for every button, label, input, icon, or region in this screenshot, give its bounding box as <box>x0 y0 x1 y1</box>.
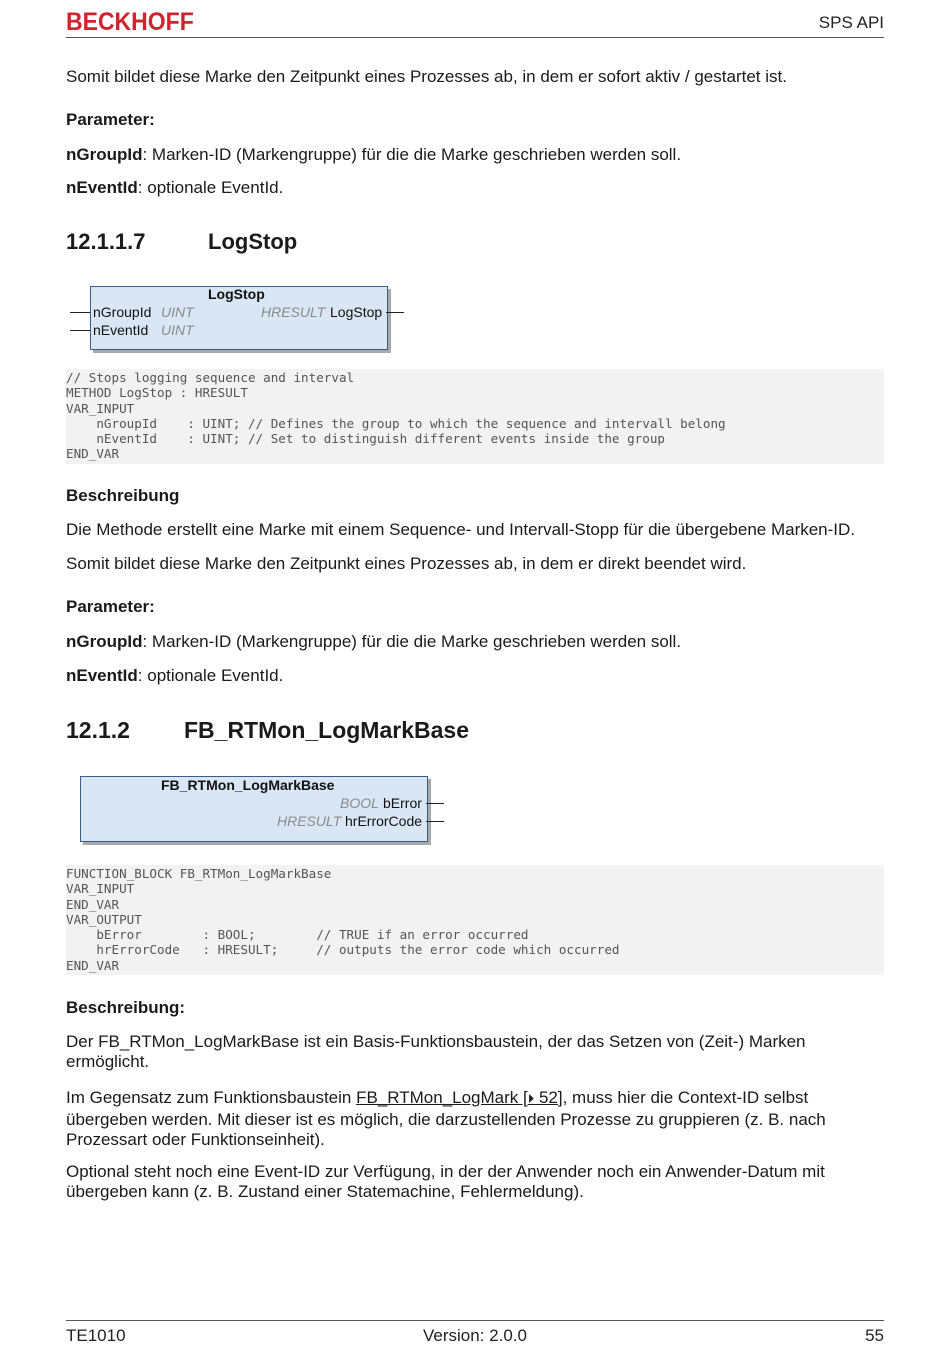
text-segment: Im Gegensatz zum Funktionsbaustein <box>66 1088 357 1107</box>
fb-name: LogStop <box>208 286 265 302</box>
description-paragraph <box>66 1088 856 1150</box>
output-type: HRESULT <box>277 813 342 829</box>
param-name: nGroupId <box>66 632 143 651</box>
output-logstop: LogStop <box>330 304 383 320</box>
section-title: LogStop <box>208 229 298 254</box>
parameter-heading: Parameter: <box>66 110 155 129</box>
param-ngroupid <box>66 145 884 165</box>
param-name: nEventId <box>66 178 138 197</box>
output-pin <box>426 803 444 804</box>
section-number: 12.1.2 <box>66 717 130 743</box>
fb-name: FB_RTMon_LogMarkBase <box>161 777 335 793</box>
input-ngroupid: nGroupId <box>93 304 152 320</box>
parameter-heading: Parameter: <box>66 597 155 616</box>
description-paragraph: Der FB_RTMon_LogMarkBase ist ein Basis-Funktionsbaustein, der das Setzen von (Zeit-) Marken ermöglicht. <box>66 1032 806 1071</box>
param-description: : optionale EventId. <box>137 178 284 197</box>
logstop-fb-diagram <box>70 284 410 356</box>
footer-document-id: TE1010 <box>66 1326 126 1345</box>
input-pin <box>70 312 90 313</box>
description-heading: Beschreibung: <box>66 998 186 1017</box>
header-divider <box>66 37 884 38</box>
link-text: FB_RTMon_LogMark [ <box>356 1088 528 1107</box>
output-type: BOOL <box>340 795 379 811</box>
section-heading-logstop <box>66 229 297 255</box>
footer-version: Version: 2.0.0 <box>423 1326 527 1345</box>
output-pin <box>386 312 404 313</box>
description-heading: Beschreibung <box>66 486 180 505</box>
param-name: nEventId <box>66 666 138 685</box>
output-pin <box>426 821 444 822</box>
fb-rtmon-code-block: FUNCTION_BLOCK FB_RTMon_LogMarkBase VAR_INPUT END_VAR VAR_OUTPUT bError : BOOL; // TRUE if an error occurred hrErrorCode : HRESULT; // outputs the error code which occurred END_VAR <box>66 865 884 975</box>
param-description: : optionale EventId. <box>137 666 284 685</box>
section-number: 12.1.1.7 <box>66 229 146 254</box>
fb-rtmon-logmarkbase-diagram <box>80 776 450 848</box>
fb-rtmon-logmark-link[interactable] <box>356 1088 563 1107</box>
param-description: : Marken-ID (Markengruppe) für die die Marke geschrieben werden soll. <box>142 632 682 651</box>
input-type: UINT <box>161 304 194 320</box>
logstop-code-block: // Stops logging sequence and interval METHOD LogStop : HRESULT VAR_INPUT nGroupId : UINT; // Defines the group to which the sequence and intervall belong nEventId : UINT; // Set to distinguish different events inside the group END_VAR <box>66 369 884 464</box>
input-neventid: nEventId <box>93 322 149 338</box>
description-paragraph: Optional steht noch eine Event-ID zur Verfügung, in der der Anwender noch ein Anwender-Datum mit übergeben kann (z. B. Zustand einer Statemachine, Fehlermeldung). <box>66 1162 825 1201</box>
footer-divider <box>66 1320 884 1321</box>
output-berror: bError <box>383 795 422 811</box>
description-paragraph: Somit bildet diese Marke den Zeitpunkt eines Prozesses ab, in dem er direkt beendet wird. <box>66 554 747 573</box>
page-arrow-icon: ⏵ <box>527 1092 535 1107</box>
param-neventid <box>66 666 884 686</box>
description-paragraph: Die Methode erstellt eine Marke mit einem Sequence- und Intervall-Stopp für die übergebene Marken-ID. <box>66 520 856 539</box>
output-hrerrorcode: hrErrorCode <box>345 813 423 829</box>
link-page: 52] <box>534 1088 563 1107</box>
section-title: FB_RTMon_LogMarkBase <box>184 717 469 743</box>
text-segment: , muss hier die Context-ID selbst übergeben werden. Mit dieser ist es möglich, die darzustellenden Prozesse zu gruppieren (z. B. nach Prozessart oder Funktionseinheit). <box>66 1088 826 1149</box>
header-section-title: SPS API <box>818 13 884 32</box>
param-description: : Marken-ID (Markengruppe) für die die Marke geschrieben werden soll. <box>142 145 682 164</box>
footer-page-number: 55 <box>865 1326 884 1345</box>
input-type: UINT <box>161 322 194 338</box>
section-heading-fb-rtmon-logmarkbase <box>66 717 469 744</box>
beckhoff-logo: BECKHOFF <box>66 8 194 36</box>
param-name: nGroupId <box>66 145 143 164</box>
param-neventid <box>66 178 884 198</box>
param-ngroupid <box>66 632 884 652</box>
output-type: HRESULT <box>261 304 326 320</box>
input-pin <box>70 330 90 331</box>
intro-paragraph: Somit bildet diese Marke den Zeitpunkt eines Prozesses ab, in dem er sofort aktiv / gestartet ist. <box>66 67 787 86</box>
